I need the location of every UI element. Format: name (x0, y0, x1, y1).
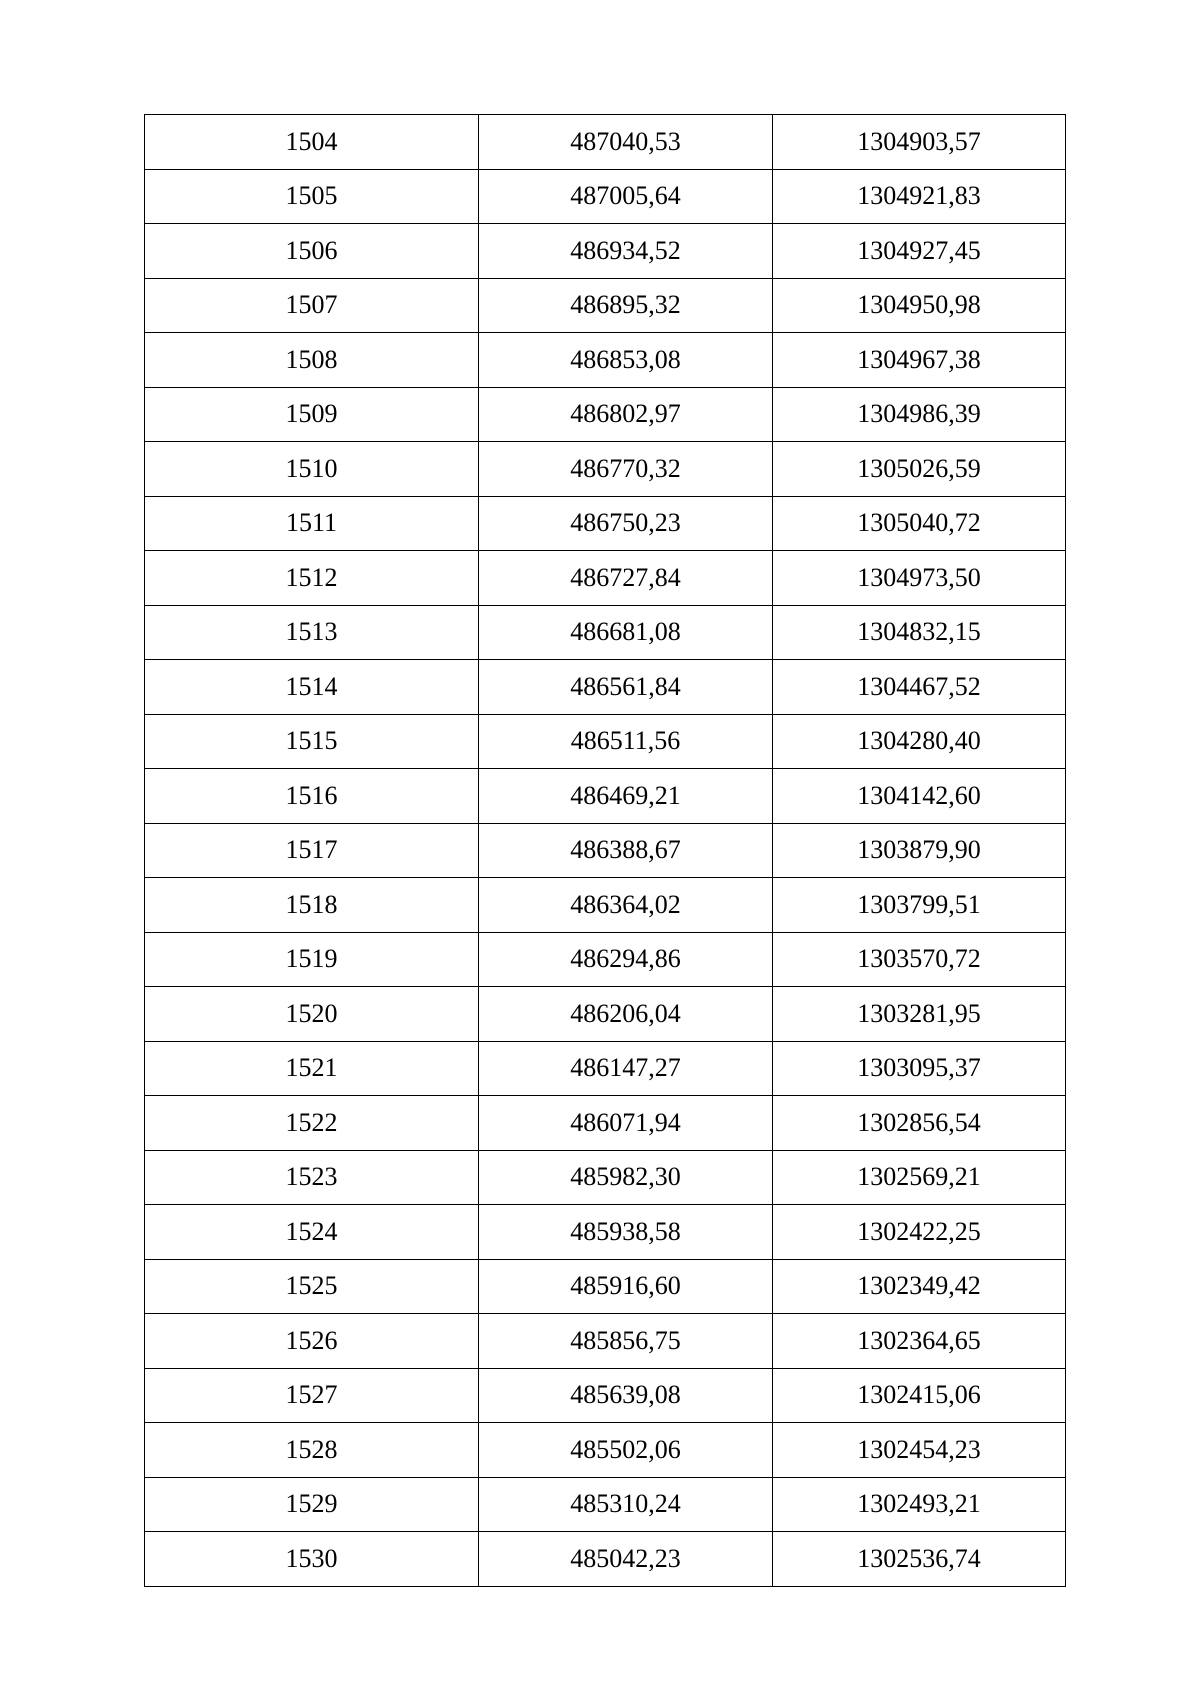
table-row (145, 660, 1066, 715)
point-number-cell: 1509 (145, 387, 479, 442)
table-row (145, 823, 1066, 878)
y-coordinate-cell: 1302422,25 (773, 1205, 1066, 1260)
table-row (145, 333, 1066, 388)
y-coordinate-cell: 1304967,38 (773, 333, 1066, 388)
table-row (145, 278, 1066, 333)
table-row (145, 387, 1066, 442)
table-row (145, 1532, 1066, 1587)
table-row (145, 1314, 1066, 1369)
y-coordinate-cell: 1304467,52 (773, 660, 1066, 715)
table-row (145, 769, 1066, 824)
x-coordinate-cell: 486802,97 (479, 387, 773, 442)
x-coordinate-cell: 486895,32 (479, 278, 773, 333)
x-coordinate-cell: 485310,24 (479, 1477, 773, 1532)
table-row (145, 442, 1066, 497)
point-number-cell: 1528 (145, 1423, 479, 1478)
y-coordinate-cell: 1302364,65 (773, 1314, 1066, 1369)
point-number-cell: 1510 (145, 442, 479, 497)
table-row (145, 1368, 1066, 1423)
y-coordinate-cell: 1304142,60 (773, 769, 1066, 824)
y-coordinate-cell: 1304832,15 (773, 605, 1066, 660)
y-coordinate-cell: 1304927,45 (773, 224, 1066, 279)
y-coordinate-cell: 1303799,51 (773, 878, 1066, 933)
point-number-cell: 1529 (145, 1477, 479, 1532)
y-coordinate-cell: 1304950,98 (773, 278, 1066, 333)
x-coordinate-cell: 486681,08 (479, 605, 773, 660)
x-coordinate-cell: 486853,08 (479, 333, 773, 388)
y-coordinate-cell: 1305026,59 (773, 442, 1066, 497)
x-coordinate-cell: 486364,02 (479, 878, 773, 933)
x-coordinate-cell: 486770,32 (479, 442, 773, 497)
table-row (145, 878, 1066, 933)
y-coordinate-cell: 1304280,40 (773, 714, 1066, 769)
point-number-cell: 1511 (145, 496, 479, 551)
y-coordinate-cell: 1304903,57 (773, 115, 1066, 170)
x-coordinate-cell: 486561,84 (479, 660, 773, 715)
x-coordinate-cell: 487005,64 (479, 169, 773, 224)
x-coordinate-cell: 485042,23 (479, 1532, 773, 1587)
table-row (145, 987, 1066, 1042)
x-coordinate-cell: 485916,60 (479, 1259, 773, 1314)
x-coordinate-cell: 485639,08 (479, 1368, 773, 1423)
point-number-cell: 1530 (145, 1532, 479, 1587)
table-row (145, 1205, 1066, 1260)
table-row (145, 496, 1066, 551)
point-number-cell: 1517 (145, 823, 479, 878)
point-number-cell: 1514 (145, 660, 479, 715)
table-row (145, 605, 1066, 660)
x-coordinate-cell: 486206,04 (479, 987, 773, 1042)
y-coordinate-cell: 1302536,74 (773, 1532, 1066, 1587)
x-coordinate-cell: 485856,75 (479, 1314, 773, 1369)
point-number-cell: 1527 (145, 1368, 479, 1423)
y-coordinate-cell: 1305040,72 (773, 496, 1066, 551)
y-coordinate-cell: 1302349,42 (773, 1259, 1066, 1314)
table-row (145, 714, 1066, 769)
table-row (145, 1150, 1066, 1205)
table-row (145, 932, 1066, 987)
x-coordinate-cell: 485502,06 (479, 1423, 773, 1478)
x-coordinate-cell: 485982,30 (479, 1150, 773, 1205)
x-coordinate-cell: 485938,58 (479, 1205, 773, 1260)
x-coordinate-cell: 486071,94 (479, 1096, 773, 1151)
x-coordinate-cell: 486469,21 (479, 769, 773, 824)
y-coordinate-cell: 1303095,37 (773, 1041, 1066, 1096)
y-coordinate-cell: 1304921,83 (773, 169, 1066, 224)
table-row (145, 1477, 1066, 1532)
point-number-cell: 1504 (145, 115, 479, 170)
point-number-cell: 1519 (145, 932, 479, 987)
y-coordinate-cell: 1302493,21 (773, 1477, 1066, 1532)
point-number-cell: 1521 (145, 1041, 479, 1096)
table-row (145, 169, 1066, 224)
x-coordinate-cell: 486294,86 (479, 932, 773, 987)
point-number-cell: 1523 (145, 1150, 479, 1205)
coordinates-table-body (145, 115, 1066, 1587)
point-number-cell: 1518 (145, 878, 479, 933)
point-number-cell: 1526 (145, 1314, 479, 1369)
coordinates-table (144, 114, 1066, 1587)
point-number-cell: 1512 (145, 551, 479, 606)
point-number-cell: 1515 (145, 714, 479, 769)
x-coordinate-cell: 486750,23 (479, 496, 773, 551)
y-coordinate-cell: 1304986,39 (773, 387, 1066, 442)
y-coordinate-cell: 1302415,06 (773, 1368, 1066, 1423)
y-coordinate-cell: 1302454,23 (773, 1423, 1066, 1478)
table-row (145, 1423, 1066, 1478)
x-coordinate-cell: 487040,53 (479, 115, 773, 170)
y-coordinate-cell: 1303281,95 (773, 987, 1066, 1042)
x-coordinate-cell: 486511,56 (479, 714, 773, 769)
point-number-cell: 1520 (145, 987, 479, 1042)
point-number-cell: 1516 (145, 769, 479, 824)
point-number-cell: 1525 (145, 1259, 479, 1314)
point-number-cell: 1507 (145, 278, 479, 333)
table-row (145, 224, 1066, 279)
x-coordinate-cell: 486147,27 (479, 1041, 773, 1096)
table-row (145, 551, 1066, 606)
y-coordinate-cell: 1302569,21 (773, 1150, 1066, 1205)
point-number-cell: 1524 (145, 1205, 479, 1260)
table-row (145, 1096, 1066, 1151)
point-number-cell: 1506 (145, 224, 479, 279)
table-row (145, 115, 1066, 170)
x-coordinate-cell: 486388,67 (479, 823, 773, 878)
x-coordinate-cell: 486727,84 (479, 551, 773, 606)
y-coordinate-cell: 1302856,54 (773, 1096, 1066, 1151)
table-row (145, 1041, 1066, 1096)
table-row (145, 1259, 1066, 1314)
x-coordinate-cell: 486934,52 (479, 224, 773, 279)
y-coordinate-cell: 1303879,90 (773, 823, 1066, 878)
point-number-cell: 1505 (145, 169, 479, 224)
y-coordinate-cell: 1303570,72 (773, 932, 1066, 987)
point-number-cell: 1522 (145, 1096, 479, 1151)
point-number-cell: 1513 (145, 605, 479, 660)
point-number-cell: 1508 (145, 333, 479, 388)
y-coordinate-cell: 1304973,50 (773, 551, 1066, 606)
